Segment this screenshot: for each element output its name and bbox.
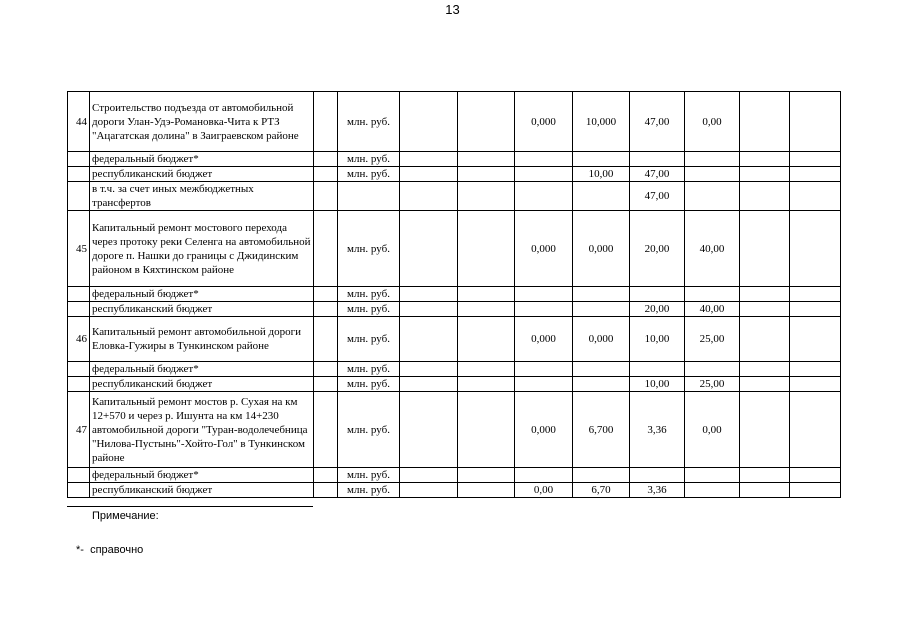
value-cell — [515, 302, 573, 317]
value-cell — [458, 92, 515, 152]
value-cell — [400, 302, 458, 317]
value-cell — [685, 468, 740, 483]
row-name: республиканский бюджет — [90, 302, 314, 317]
value-cell — [458, 287, 515, 302]
value-cell — [740, 317, 790, 362]
row-number: 45 — [68, 211, 90, 287]
table-row — [68, 182, 841, 211]
value-cell — [790, 392, 841, 468]
table-row — [68, 167, 841, 182]
row-name: в т.ч. за счет иных межбюджетных трансфертов — [90, 182, 314, 211]
value-cell: 40,00 — [685, 211, 740, 287]
row-number — [68, 468, 90, 483]
value-cell — [740, 377, 790, 392]
value-cell — [515, 152, 573, 167]
value-cell — [400, 211, 458, 287]
empty-cell — [314, 211, 338, 287]
value-cell — [740, 287, 790, 302]
empty-cell — [314, 377, 338, 392]
row-number — [68, 287, 90, 302]
value-cell — [458, 302, 515, 317]
empty-cell — [314, 483, 338, 498]
unit-cell: млн. руб. — [338, 377, 400, 392]
value-cell — [515, 167, 573, 182]
row-number — [68, 362, 90, 377]
value-cell — [740, 483, 790, 498]
value-cell: 10,00 — [630, 317, 685, 362]
value-cell: 10,000 — [573, 92, 630, 152]
row-number: 47 — [68, 392, 90, 468]
row-number — [68, 483, 90, 498]
value-cell: 6,700 — [573, 392, 630, 468]
row-name: республиканский бюджет — [90, 167, 314, 182]
value-cell — [740, 392, 790, 468]
table-row — [68, 152, 841, 167]
value-cell — [790, 362, 841, 377]
value-cell — [400, 287, 458, 302]
value-cell: 0,00 — [685, 392, 740, 468]
footnote-text: справочно — [90, 544, 144, 556]
value-cell — [740, 468, 790, 483]
value-cell — [573, 152, 630, 167]
value-cell: 6,70 — [573, 483, 630, 498]
value-cell — [515, 468, 573, 483]
empty-cell — [314, 92, 338, 152]
table-row — [68, 302, 841, 317]
row-number — [68, 302, 90, 317]
value-cell: 47,00 — [630, 92, 685, 152]
value-cell — [685, 483, 740, 498]
value-cell: 0,000 — [515, 92, 573, 152]
value-cell — [630, 362, 685, 377]
value-cell: 47,00 — [630, 182, 685, 211]
row-number — [68, 377, 90, 392]
note-label: Примечание: — [92, 510, 159, 522]
value-cell — [400, 483, 458, 498]
value-cell — [790, 377, 841, 392]
empty-cell — [314, 392, 338, 468]
value-cell: 40,00 — [685, 302, 740, 317]
value-cell — [790, 468, 841, 483]
value-cell — [458, 483, 515, 498]
unit-cell: млн. руб. — [338, 483, 400, 498]
unit-cell: млн. руб. — [338, 211, 400, 287]
unit-cell: млн. руб. — [338, 302, 400, 317]
value-cell — [573, 468, 630, 483]
table-row — [68, 377, 841, 392]
value-cell — [740, 167, 790, 182]
value-cell — [790, 287, 841, 302]
value-cell — [515, 287, 573, 302]
row-name: федеральный бюджет* — [90, 362, 314, 377]
value-cell — [400, 167, 458, 182]
empty-cell — [314, 287, 338, 302]
row-name: федеральный бюджет* — [90, 468, 314, 483]
value-cell — [790, 483, 841, 498]
value-cell: 0,00 — [515, 483, 573, 498]
value-cell: 0,000 — [515, 211, 573, 287]
value-cell — [458, 167, 515, 182]
unit-cell: млн. руб. — [338, 287, 400, 302]
empty-cell — [314, 468, 338, 483]
value-cell — [573, 377, 630, 392]
value-cell — [790, 167, 841, 182]
value-cell — [573, 362, 630, 377]
value-cell — [790, 302, 841, 317]
value-cell — [400, 152, 458, 167]
value-cell — [790, 317, 841, 362]
table-row — [68, 392, 841, 468]
empty-cell — [314, 152, 338, 167]
row-name: федеральный бюджет* — [90, 287, 314, 302]
value-cell: 0,000 — [573, 317, 630, 362]
footnote — [76, 544, 143, 556]
value-cell — [573, 302, 630, 317]
value-cell — [790, 211, 841, 287]
row-name: Капитальный ремонт мостового перехода через протоку реки Селенга на автомобильной дороге п. Нашки до границы с Джидинским районом в Кяхтинском районе — [90, 211, 314, 287]
value-cell — [515, 377, 573, 392]
value-cell — [790, 182, 841, 211]
empty-cell — [314, 182, 338, 211]
empty-cell — [314, 302, 338, 317]
value-cell: 20,00 — [630, 302, 685, 317]
value-cell — [740, 211, 790, 287]
value-cell — [790, 152, 841, 167]
value-cell — [400, 362, 458, 377]
value-cell — [685, 167, 740, 182]
value-cell — [458, 211, 515, 287]
row-name: Строительство подъезда от автомобильной дороги Улан-Удэ-Романовка-Чита к РТЗ "Ацагатская долина" в Заиграевском районе — [90, 92, 314, 152]
page-number: 13 — [445, 2, 460, 17]
value-cell — [458, 182, 515, 211]
value-cell: 10,00 — [630, 377, 685, 392]
value-cell — [740, 302, 790, 317]
empty-cell — [314, 167, 338, 182]
budget-table — [67, 91, 841, 498]
value-cell: 0,000 — [515, 317, 573, 362]
row-name: Капитальный ремонт мостов р. Сухая на км 12+570 и через р. Ишунта на км 14+230 автомобильной дороги "Туран-водолечебница "Нилова-Пустынь"-Хойто-Гол" в Тункинском районе — [90, 392, 314, 468]
value-cell: 0,000 — [515, 392, 573, 468]
value-cell: 10,00 — [573, 167, 630, 182]
value-cell — [400, 182, 458, 211]
empty-cell — [314, 317, 338, 362]
value-cell — [630, 287, 685, 302]
unit-cell: млн. руб. — [338, 317, 400, 362]
value-cell — [458, 392, 515, 468]
value-cell — [740, 362, 790, 377]
value-cell — [573, 182, 630, 211]
value-cell — [458, 377, 515, 392]
value-cell — [685, 287, 740, 302]
row-name: федеральный бюджет* — [90, 152, 314, 167]
value-cell: 47,00 — [630, 167, 685, 182]
value-cell — [400, 468, 458, 483]
row-number: 46 — [68, 317, 90, 362]
value-cell — [685, 152, 740, 167]
value-cell — [685, 182, 740, 211]
value-cell — [515, 182, 573, 211]
value-cell: 3,36 — [630, 392, 685, 468]
value-cell — [458, 152, 515, 167]
value-cell — [400, 92, 458, 152]
table-row — [68, 362, 841, 377]
row-name: республиканский бюджет — [90, 483, 314, 498]
table-row — [68, 317, 841, 362]
table-row — [68, 287, 841, 302]
value-cell: 25,00 — [685, 317, 740, 362]
value-cell: 25,00 — [685, 377, 740, 392]
unit-cell: млн. руб. — [338, 362, 400, 377]
table-row — [68, 468, 841, 483]
row-number — [68, 167, 90, 182]
value-cell — [740, 152, 790, 167]
unit-cell: млн. руб. — [338, 392, 400, 468]
value-cell: 0,00 — [685, 92, 740, 152]
value-cell — [740, 182, 790, 211]
value-cell — [630, 468, 685, 483]
value-cell — [400, 392, 458, 468]
row-number — [68, 152, 90, 167]
unit-cell — [338, 182, 400, 211]
footnote-marker: *- — [76, 544, 84, 556]
value-cell: 3,36 — [630, 483, 685, 498]
table-row — [68, 483, 841, 498]
value-cell — [400, 317, 458, 362]
value-cell — [515, 362, 573, 377]
value-cell: 20,00 — [630, 211, 685, 287]
value-cell — [458, 468, 515, 483]
value-cell — [400, 377, 458, 392]
value-cell — [685, 362, 740, 377]
table-row — [68, 92, 841, 152]
unit-cell: млн. руб. — [338, 152, 400, 167]
unit-cell: млн. руб. — [338, 92, 400, 152]
value-cell — [630, 152, 685, 167]
value-cell — [790, 92, 841, 152]
note-separator — [67, 506, 313, 507]
value-cell — [458, 362, 515, 377]
value-cell — [740, 92, 790, 152]
value-cell — [573, 287, 630, 302]
table-row — [68, 211, 841, 287]
row-number — [68, 182, 90, 211]
row-name: Капитальный ремонт автомобильной дороги Еловка-Гужиры в Тункинском районе — [90, 317, 314, 362]
unit-cell: млн. руб. — [338, 167, 400, 182]
unit-cell: млн. руб. — [338, 468, 400, 483]
row-number: 44 — [68, 92, 90, 152]
row-name: республиканский бюджет — [90, 377, 314, 392]
value-cell: 0,000 — [573, 211, 630, 287]
empty-cell — [314, 362, 338, 377]
value-cell — [458, 317, 515, 362]
